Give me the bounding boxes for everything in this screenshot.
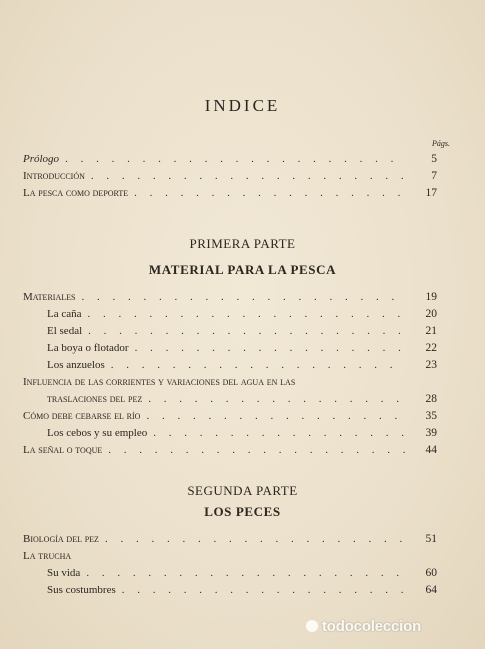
toc-entry-senal xyxy=(23,444,437,461)
toc-entry-su-vida xyxy=(23,567,437,584)
toc-entry-page: 28 xyxy=(425,393,437,405)
toc-entry-label: La boya o flotador xyxy=(47,342,129,354)
toc-entry-label: Su vida xyxy=(47,567,81,579)
toc-entry-page: 22 xyxy=(425,342,437,354)
part2-title: LOS PECES xyxy=(204,504,281,519)
leader-dots xyxy=(81,291,405,303)
toc-entry-label: El sedal xyxy=(47,325,83,337)
toc-entry-label: Materiales xyxy=(23,291,76,303)
toc-entry-page: 51 xyxy=(425,533,437,545)
part1-title: MATERIAL PARA LA PESCA xyxy=(148,262,337,277)
toc-entry-sedal xyxy=(23,325,437,342)
leader-dots xyxy=(148,393,405,405)
toc-entry-costumbres xyxy=(23,584,437,601)
intro-entries xyxy=(23,153,437,204)
leader-dots xyxy=(65,153,405,165)
toc-entry-cana xyxy=(23,308,437,325)
leader-dots xyxy=(108,444,405,456)
toc-entry-page: 5 xyxy=(431,153,437,165)
leader-dots xyxy=(111,359,405,371)
toc-entry-page: 21 xyxy=(425,325,437,337)
toc-entry-page: 44 xyxy=(425,444,437,456)
toc-entry-label: La pesca como deporte xyxy=(23,187,129,199)
toc-entry-label: Influencia de las corrientes y variaciones del agua en las xyxy=(23,376,296,388)
leader-dots xyxy=(86,567,405,579)
index-title: INDICE xyxy=(204,96,281,115)
toc-entry-page: 64 xyxy=(425,584,437,596)
toc-entry-label: La señal o toque xyxy=(23,444,103,456)
part1-entries xyxy=(23,291,437,461)
toc-entry-label: Cómo debe cebarse el río xyxy=(23,410,141,422)
toc-entry-introduccion xyxy=(23,170,437,187)
toc-entry-trucha xyxy=(23,550,437,567)
leader-dots xyxy=(122,584,405,596)
toc-entry-page: 7 xyxy=(431,170,437,182)
toc-entry-page: 35 xyxy=(425,410,437,422)
leader-dots xyxy=(153,427,405,439)
leader-dots xyxy=(88,308,406,320)
toc-entry-traslaciones xyxy=(23,393,437,410)
toc-entry-page: 19 xyxy=(425,291,437,303)
toc-entry-cebos xyxy=(23,427,437,444)
toc-entry-materiales xyxy=(23,291,437,308)
toc-entry-page: 17 xyxy=(425,187,437,199)
toc-entry-label: Biología del pez xyxy=(23,533,99,545)
toc-entry-page: 60 xyxy=(425,567,437,579)
toc-entry-cebarse xyxy=(23,410,437,427)
toc-entry-label: Sus costumbres xyxy=(47,584,116,596)
leader-dots xyxy=(91,170,405,182)
leader-dots xyxy=(146,410,405,422)
toc-entry-label: La trucha xyxy=(23,550,72,562)
toc-entry-label: La caña xyxy=(47,308,82,320)
toc-entry-label: Los anzuelos xyxy=(47,359,105,371)
toc-entry-biologia xyxy=(23,533,437,550)
watermark-logo xyxy=(306,618,421,635)
toc-entry-page: 20 xyxy=(425,308,437,320)
part2-entries xyxy=(23,533,437,601)
toc-entry-page: 23 xyxy=(425,359,437,371)
leader-dots xyxy=(105,533,405,545)
part2-label: SEGUNDA PARTE xyxy=(187,483,298,498)
toc-entry-boya xyxy=(23,342,437,359)
leader-dots xyxy=(88,325,405,337)
watermark-text: todocoleccion xyxy=(322,618,422,635)
toc-entry-label: Los cebos y su empleo xyxy=(47,427,148,439)
toc-entry-label: Prólogo xyxy=(23,153,60,165)
watermark-icon xyxy=(306,620,318,632)
toc-entry-label: traslaciones del pez xyxy=(47,393,143,405)
toc-entry-pesca-deporte xyxy=(23,187,437,204)
pages-column-label: Págs. xyxy=(432,139,450,148)
toc-entry-influencia xyxy=(23,376,437,393)
toc-entry-anzuelos xyxy=(23,359,437,376)
leader-dots xyxy=(135,342,405,354)
toc-entry-page: 39 xyxy=(425,427,437,439)
toc-entry-prologo xyxy=(23,153,437,170)
toc-entry-label: Introducción xyxy=(23,170,85,182)
leader-dots xyxy=(134,187,405,199)
part1-label: PRIMERA PARTE xyxy=(189,236,296,251)
